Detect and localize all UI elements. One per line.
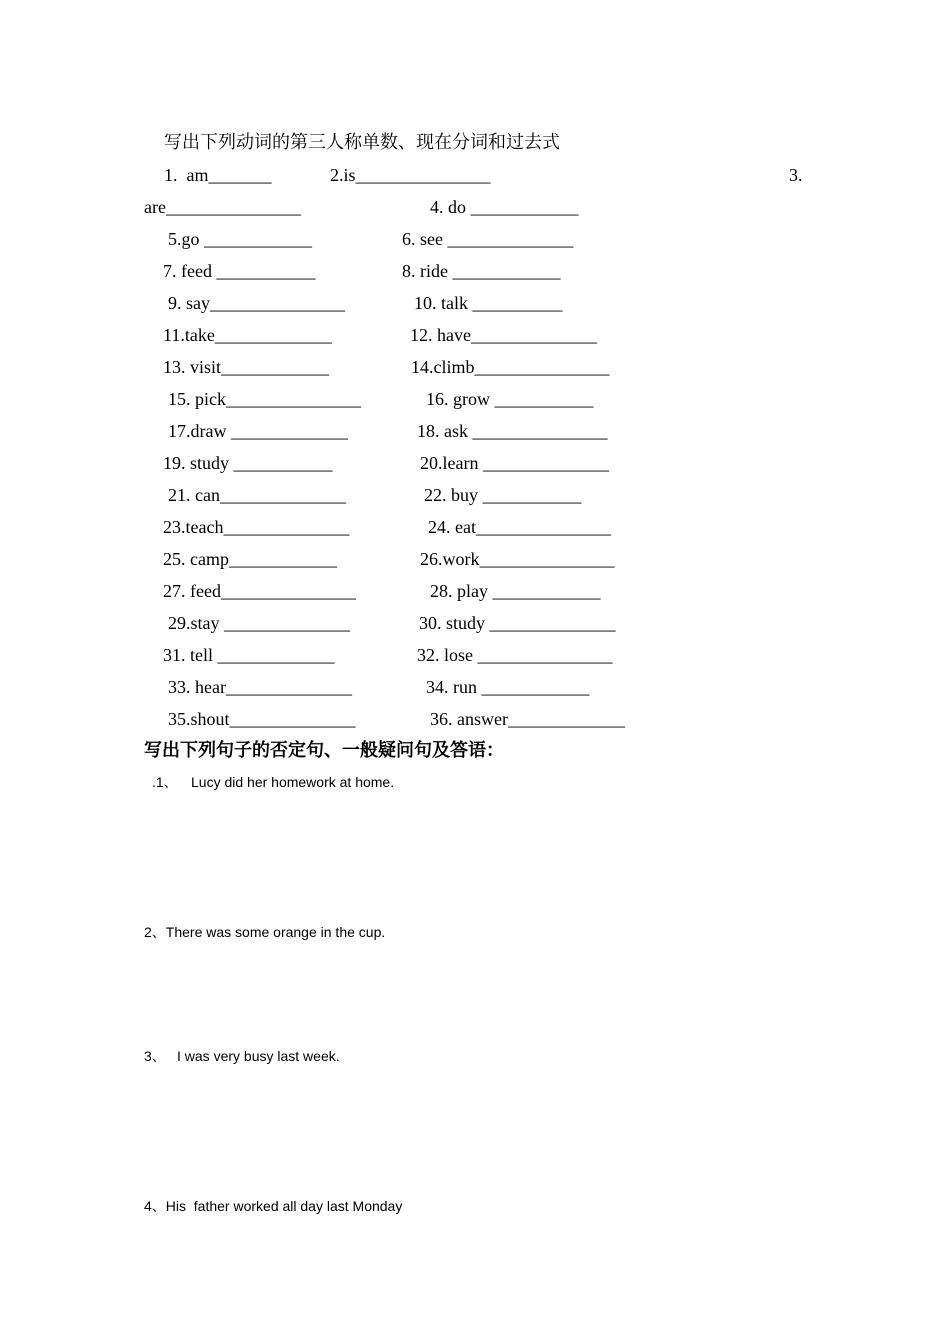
item-27: 27. feed_______________ [163,581,356,601]
item-31: 31. tell _____________ [163,645,335,665]
item-8: 8. ride ____________ [402,261,561,281]
item-19: 19. study ___________ [163,453,333,473]
item-1: 1. am_______ [164,165,272,185]
item-12: 12. have______________ [410,325,597,345]
item-15: 15. pick_______________ [168,389,361,409]
item-32: 32. lose _______________ [417,645,613,665]
item-4: 4. do ____________ [430,197,579,217]
item-17: 17.draw _____________ [168,421,348,441]
item-5: 5.go ____________ [168,229,312,249]
question-4: 4、His father worked all day last Monday [144,1198,403,1214]
item-9: 9. say_______________ [168,293,345,313]
item-24: 24. eat_______________ [428,517,611,537]
item-34: 34. run ____________ [426,677,590,697]
question-3-text: I was very busy last week. [177,1048,340,1064]
item-2: 2.is_______________ [330,165,491,185]
item-7: 7. feed ___________ [163,261,316,281]
item-18: 18. ask _______________ [417,421,608,441]
question-1-text: Lucy did her homework at home. [191,774,395,790]
item-10: 10. talk __________ [414,293,563,313]
item-30: 30. study ______________ [419,613,616,633]
item-25: 25. camp____________ [163,549,337,569]
item-22: 22. buy ___________ [424,485,582,505]
item-35: 35.shout______________ [168,709,356,729]
question-3-number: 3、 [144,1048,166,1064]
item-23: 23.teach______________ [163,517,350,537]
item-20: 20.learn ______________ [420,453,609,473]
question-1-number: .1、 [152,774,178,790]
section2-title: 写出下列句子的否定句、一般疑问句及答语： [144,740,504,760]
section1-title: 写出下列动词的第三人称单数、现在分词和过去式 [164,132,560,152]
item-13: 13. visit____________ [163,357,330,377]
item-26: 26.work_______________ [420,549,615,569]
item-3-number: 3. [789,165,803,185]
item-29: 29.stay ______________ [168,613,350,633]
item-36: 36. answer_____________ [430,709,625,729]
item-21: 21. can______________ [168,485,346,505]
item-6: 6. see ______________ [402,229,574,249]
item-11: 11.take_____________ [163,325,332,345]
item-3: are_______________ [144,197,301,217]
item-33: 33. hear______________ [168,677,352,697]
item-16: 16. grow ___________ [426,389,594,409]
item-14: 14.climb_______________ [411,357,610,377]
item-28: 28. play ____________ [430,581,601,601]
question-2: 2、There was some orange in the cup. [144,924,386,940]
